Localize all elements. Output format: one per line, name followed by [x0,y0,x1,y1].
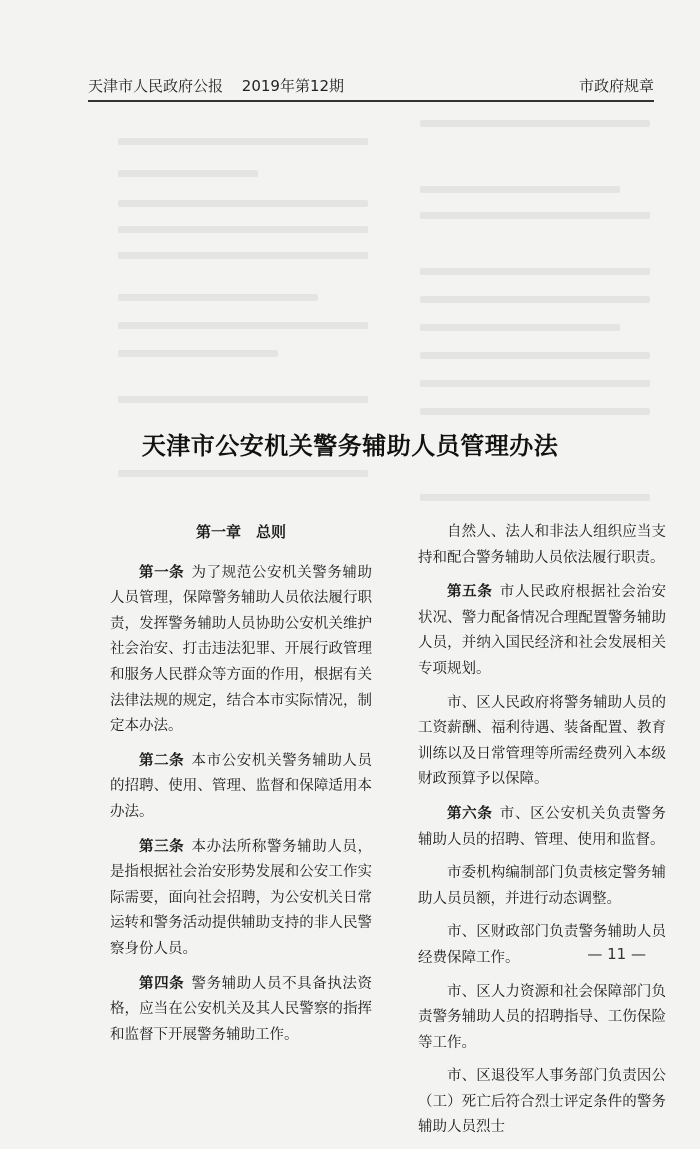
article-number: 第二条 [139,751,185,769]
article-text: 本市公安机关警务辅助人员的招聘、使用、管理、监督和保障适用本办法。 [110,752,373,820]
page-number: — 11 — [587,945,646,963]
section-label: 市政府规章 [578,77,654,95]
continued-paragraph: 自然人、法人和非法人组织应当支持和配合警务辅助人员依法履行职责。 [418,524,666,566]
article-text: 本办法所称警务辅助人员，是指根据社会治安形势发展和公安工作实际需要，面向社会招聘，为公安机关日常运转和警务活动提供辅助支持的非人民警察身份人员。 [110,838,373,957]
article-text: 市、区公安机关负责警务辅助人员的招聘、管理、使用和监督。 [418,805,667,848]
right-column [418,520,666,1149]
article-number: 第五条 [447,583,493,601]
article-paragraph [110,834,372,963]
issue-number: 2019年第12期 [241,77,345,95]
publication-name: 天津市人民政府公报 [88,77,224,95]
page-header [88,74,654,96]
article-paragraph [110,971,372,1049]
article-paragraph [418,801,666,853]
article-text: 警务辅助人员不具备执法资格，应当在公安机关及其人民警察的指挥和监督下开展警务辅助工作。 [110,975,373,1043]
left-column [110,520,372,1056]
article-paragraph [110,560,372,740]
article-text: 为了规范公安机关警务辅助人员管理，保障警务辅助人员依法履行职责，发挥警务辅助人员协助公安机关维护社会治安、打击违法犯罪、开展行政管理和服务人民群众等方面的作用，根据有关法律法规的规定，结合本市实际情况，制定本办法。 [110,564,373,735]
article-text: 市人民政府根据社会治安状况、警力配备情况合理配置警务辅助人员，并纳入国民经济和社会发展相关专项规划。 [418,584,667,677]
article-paragraph [110,748,372,826]
chapter-heading: 第一章 总则 [195,523,286,541]
paragraph: 市、区人力资源和社会保障部门负责警务辅助人员的招聘指导、工伤保险等工作。 [418,983,666,1051]
paragraph: 市、区退役军人事务部门负责因公（工）死亡后符合烈士评定条件的警务辅助人员烈士 [418,1068,666,1136]
article-number: 第一条 [139,563,185,581]
header-divider [88,100,654,102]
paragraph: 市、区人民政府将警务辅助人员的工资薪酬、福利待遇、装备配置、教育训练以及日常管理等所需经费列入本级财政预算予以保障。 [418,694,666,788]
article-number: 第六条 [447,804,493,822]
paragraph: 市、区财政部门负责警务辅助人员经费保障工作。 [418,924,666,966]
paragraph: 市委机构编制部门负责核定警务辅助人员员额，并进行动态调整。 [418,865,666,907]
article-number: 第四条 [139,974,185,992]
article-paragraph [418,579,666,682]
article-number: 第三条 [139,837,185,855]
document-title: 天津市公安机关警务辅助人员管理办法 [141,431,559,460]
header-left [88,75,358,96]
